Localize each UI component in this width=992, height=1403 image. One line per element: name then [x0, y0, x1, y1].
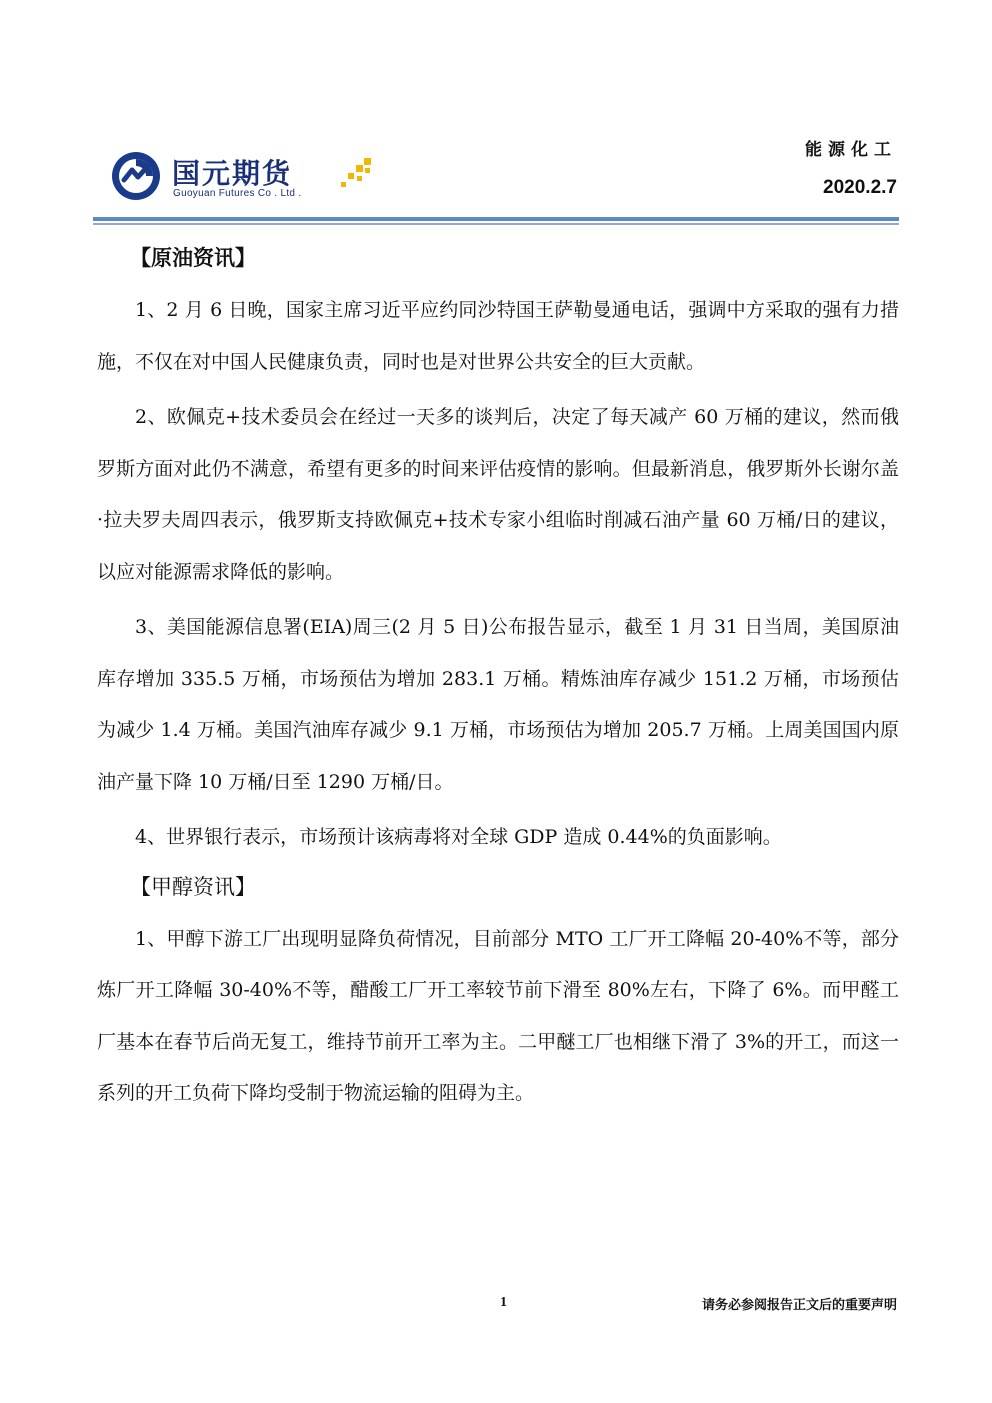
section-title-crude-oil: 【原油资讯】: [130, 245, 256, 270]
paragraph: 2、欧佩克+技术委员会在经过一天多的谈判后，决定了每天减产 60 万桶的建议，然而俄罗斯方面对此仍不满意，希望有更多的时间来评估疫情的影响。但最新消息，俄罗斯外长谢尔盖·拉夫罗夫周四表示，俄罗斯支持欧佩克+技术专家小组临时削减石油产量 60 万桶/日的建议，以应对能源需求降低的影响。: [97, 406, 899, 583]
logo-emblem-icon: [110, 150, 162, 202]
header-divider-thin: [93, 223, 899, 225]
logo-english-name: Guoyuan Futures Co . Ltd .: [173, 188, 302, 199]
report-body: [97, 235, 899, 1120]
paragraph: 1、甲醇下游工厂出现明显降负荷情况，目前部分 MTO 工厂开工降幅 20-40%不等，部分炼厂开工降幅 30-40%不等，醋酸工厂开工率较节前下滑至 80%左右，下降了 6%。而甲醛工厂基本在春节后尚无复工，维持节前开工率为主。二甲醚工厂也相继下滑了 3%的开工，而这一系列的开工负荷下降均受制于物流运输的阻碍为主。: [97, 927, 899, 1104]
paragraph: 3、美国能源信息署(EIA)周三(2 月 5 日)公布报告显示，截至 1 月 31 日当周，美国原油库存增加 335.5 万桶，市场预估为增加 283.1 万桶。精炼油库存减少 151.2 万桶，市场预估为减少 1.4 万桶。美国汽油库存减少 9.1 万桶，市场预估为增加 205.7 万桶。上周美国国内原油产量下降 10 万桶/日至 1290 万桶/日。: [97, 616, 899, 793]
header-divider: [93, 217, 899, 221]
page-number: 1: [500, 1295, 507, 1310]
company-logo: [110, 150, 370, 205]
paragraph: 1、2 月 6 日晚，国家主席习近平应约同沙特国王萨勒曼通电话，强调中方采取的强有力措施，不仅在对中国人民健康负责，同时也是对世界公共安全的巨大贡献。: [97, 299, 899, 373]
section-title-methanol: 【甲醇资讯】: [130, 874, 256, 899]
logo-dots-icon: [338, 156, 374, 192]
paragraph: 4、世界银行表示，市场预计该病毒将对全球 GDP 造成 0.44%的负面影响。: [135, 826, 782, 848]
report-category: 能源化工: [805, 140, 897, 160]
logo-chinese-name: 国元期货: [172, 157, 293, 190]
page-header: [0, 0, 992, 230]
report-date: 2020.2.7: [823, 177, 897, 198]
disclaimer-note: 请务必参阅报告正文后的重要声明: [701, 1298, 897, 1313]
